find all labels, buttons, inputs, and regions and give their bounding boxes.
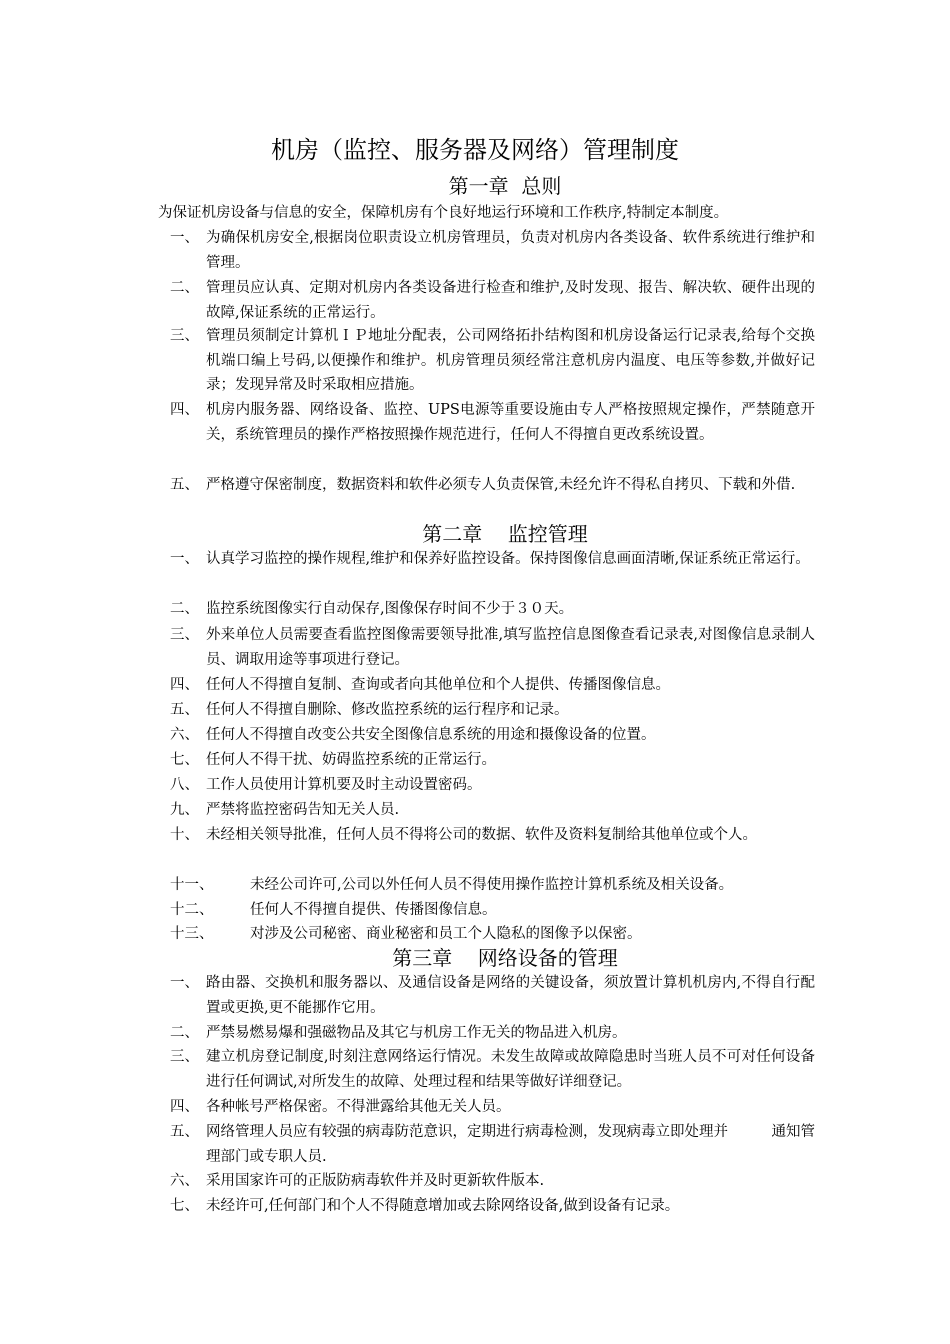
item-number: 一、 [170,975,199,991]
chapter-3-item [170,971,815,1020]
item-number: 七、 [170,1198,199,1214]
item-text: 严禁将监控密码告知无关人员. [206,802,400,818]
item-text: 建立机房登记制度,时刻注意网络运行情况。未发生故障或故障隐患时当班人员不可对任何设备进行任何调试,对所发生的故障、处理过程和结果等做好详细登记。 [206,1049,815,1090]
item-number: 二、 [170,280,199,296]
item-text: 任何人不得擅自复制、查询或者向其他单位和个人提供、传播图像信息。 [206,677,670,693]
item-text: 工作人员使用计算机要及时主动设置密码。 [206,777,482,793]
chapter-1-item [170,226,815,275]
item-number: 四、 [170,402,199,418]
item-number: 二、 [170,1025,199,1041]
chapter-2-item [170,723,815,748]
item-number: 九、 [170,802,199,818]
item-number: 八、 [170,777,199,793]
chapter-1-heading: 第一章 总则 [448,174,562,198]
chapter-2-item [170,773,815,798]
item-text: 任何人不得擅自提供、传播图像信息。 [250,902,497,918]
document-title: 机房（监控、服务器及网络）管理制度 [271,136,679,164]
item-number: 四、 [170,677,199,693]
chapter-2-heading: 第二章 监控管理 [422,522,588,546]
item-number: 三、 [170,1049,199,1065]
item-number: 十、 [170,827,199,843]
item-number: 三、 [170,627,199,643]
item-text: 网络管理人员应有较强的病毒防范意识，定期进行病毒检测，发现病毒立即处理并 通知管理部门或专职人员. [206,1124,815,1165]
item-number: 四、 [170,1099,199,1115]
item-number: 一、 [170,230,199,246]
chapter-3-item [170,1021,815,1046]
item-text: 路由器、交换机和服务器以、及通信设备是网络的关键设备，须放置计算机机房内,不得自行配置或更换,更不能挪作它用。 [206,975,815,1016]
item-text: 未经许可,任何部门和个人不得随意增加或去除网络设备,做到设备有记录。 [206,1198,680,1214]
chapter-2-item [170,922,815,947]
item-text: 监控系统图像实行自动保存,图像保存时间不少于３０天。 [206,601,574,617]
chapter-3-item [170,1095,815,1120]
item-text: 任何人不得擅自改变公共安全图像信息系统的用途和摄像设备的位置。 [206,727,656,743]
item-text: 外来单位人员需要查看监控图像需要领导批准,填写监控信息图像查看记录表,对图像信息录制人员、调取用途等事项进行登记。 [206,627,815,668]
item-text: 认真学习监控的操作规程,维护和保养好监控设备。保持图像信息画面清晰,保证系统正常运行。 [206,551,810,567]
chapter-2-item [170,547,815,572]
chapter-1-item [170,473,815,498]
item-number: 五、 [170,477,199,493]
chapter-1-intro: 为保证机房设备与信息的安全，保障机房有个良好地运行环境和工作秩序,特制定本制度。 [158,205,729,221]
chapter-2-item [170,597,815,622]
item-text: 各种帐号严格保密。不得泄露给其他无关人员。 [206,1099,511,1115]
item-text: 未经相关领导批准，任何人员不得将公司的数据、软件及资料复制给其他单位或个人。 [206,827,757,843]
item-text: 采用国家许可的正版防病毒软件并及时更新软件版本. [206,1173,545,1189]
item-text: 任何人不得擅自删除、修改监控系统的运行程序和记录。 [206,702,569,718]
chapter-2-item [170,673,815,698]
item-text: 未经公司许可,公司以外任何人员不得使用操作监控计算机系统及相关设备。 [250,877,734,893]
item-number: 十二、 [170,902,214,918]
chapter-3-heading: 第三章 网络设备的管理 [392,946,618,970]
chapter-2-item [170,798,815,823]
chapter-1-item [170,398,815,447]
item-text: 管理员应认真、定期对机房内各类设备进行检查和维护,及时发现、报告、解决软、硬件出现的故障,保证系统的正常运行。 [206,280,815,321]
chapter-2-item [170,898,815,923]
item-text: 任何人不得干扰、妨碍监控系统的正常运行。 [206,752,496,768]
item-number: 一、 [170,551,199,567]
chapter-2-item [170,698,815,723]
chapter-2-item [170,748,815,773]
chapter-2-item [170,823,815,848]
item-number: 六、 [170,727,199,743]
item-number: 六、 [170,1173,199,1189]
chapter-1-item [170,324,815,398]
item-text: 机房内服务器、网络设备、监控、UPS电源等重要设施由专人严格按照规定操作，严禁随意开关，系统管理员的操作严格按照操作规范进行，任何人不得擅自更改系统设置。 [206,402,815,443]
item-number: 五、 [170,702,199,718]
chapter-1-item [170,276,815,325]
item-text: 管理员须制定计算机ＩＰ地址分配表，公司网络拓扑结构图和机房设备运行记录表,给每个交换机端口编上号码,以便操作和维护。机房管理员须经常注意机房内温度、电压等参数,并做好记录；发现异常及时采取相应措施。 [206,328,815,393]
item-number: 三、 [170,328,199,344]
item-number: 二、 [170,601,199,617]
chapter-2-item [170,623,815,672]
item-text: 严禁易燃易爆和强磁物品及其它与机房工作无关的物品进入机房。 [206,1025,627,1041]
item-number: 十三、 [170,926,214,942]
item-number: 十一、 [170,877,214,893]
chapter-3-item [170,1169,815,1194]
item-number: 七、 [170,752,199,768]
item-text: 对涉及公司秘密、商业秘密和员工个人隐私的图像予以保密。 [250,926,642,942]
item-text: 为确保机房安全,根据岗位职责设立机房管理员，负责对机房内各类设备、软件系统进行维护和管理。 [206,230,815,271]
item-text: 严格遵守保密制度，数据资料和软件必须专人负责保管,未经允许不得私自拷贝、下载和外借. [206,477,796,493]
chapter-3-item [170,1120,815,1169]
chapter-3-item [170,1194,815,1219]
chapter-3-item [170,1045,815,1094]
chapter-2-item [170,873,815,898]
item-number: 五、 [170,1124,199,1140]
